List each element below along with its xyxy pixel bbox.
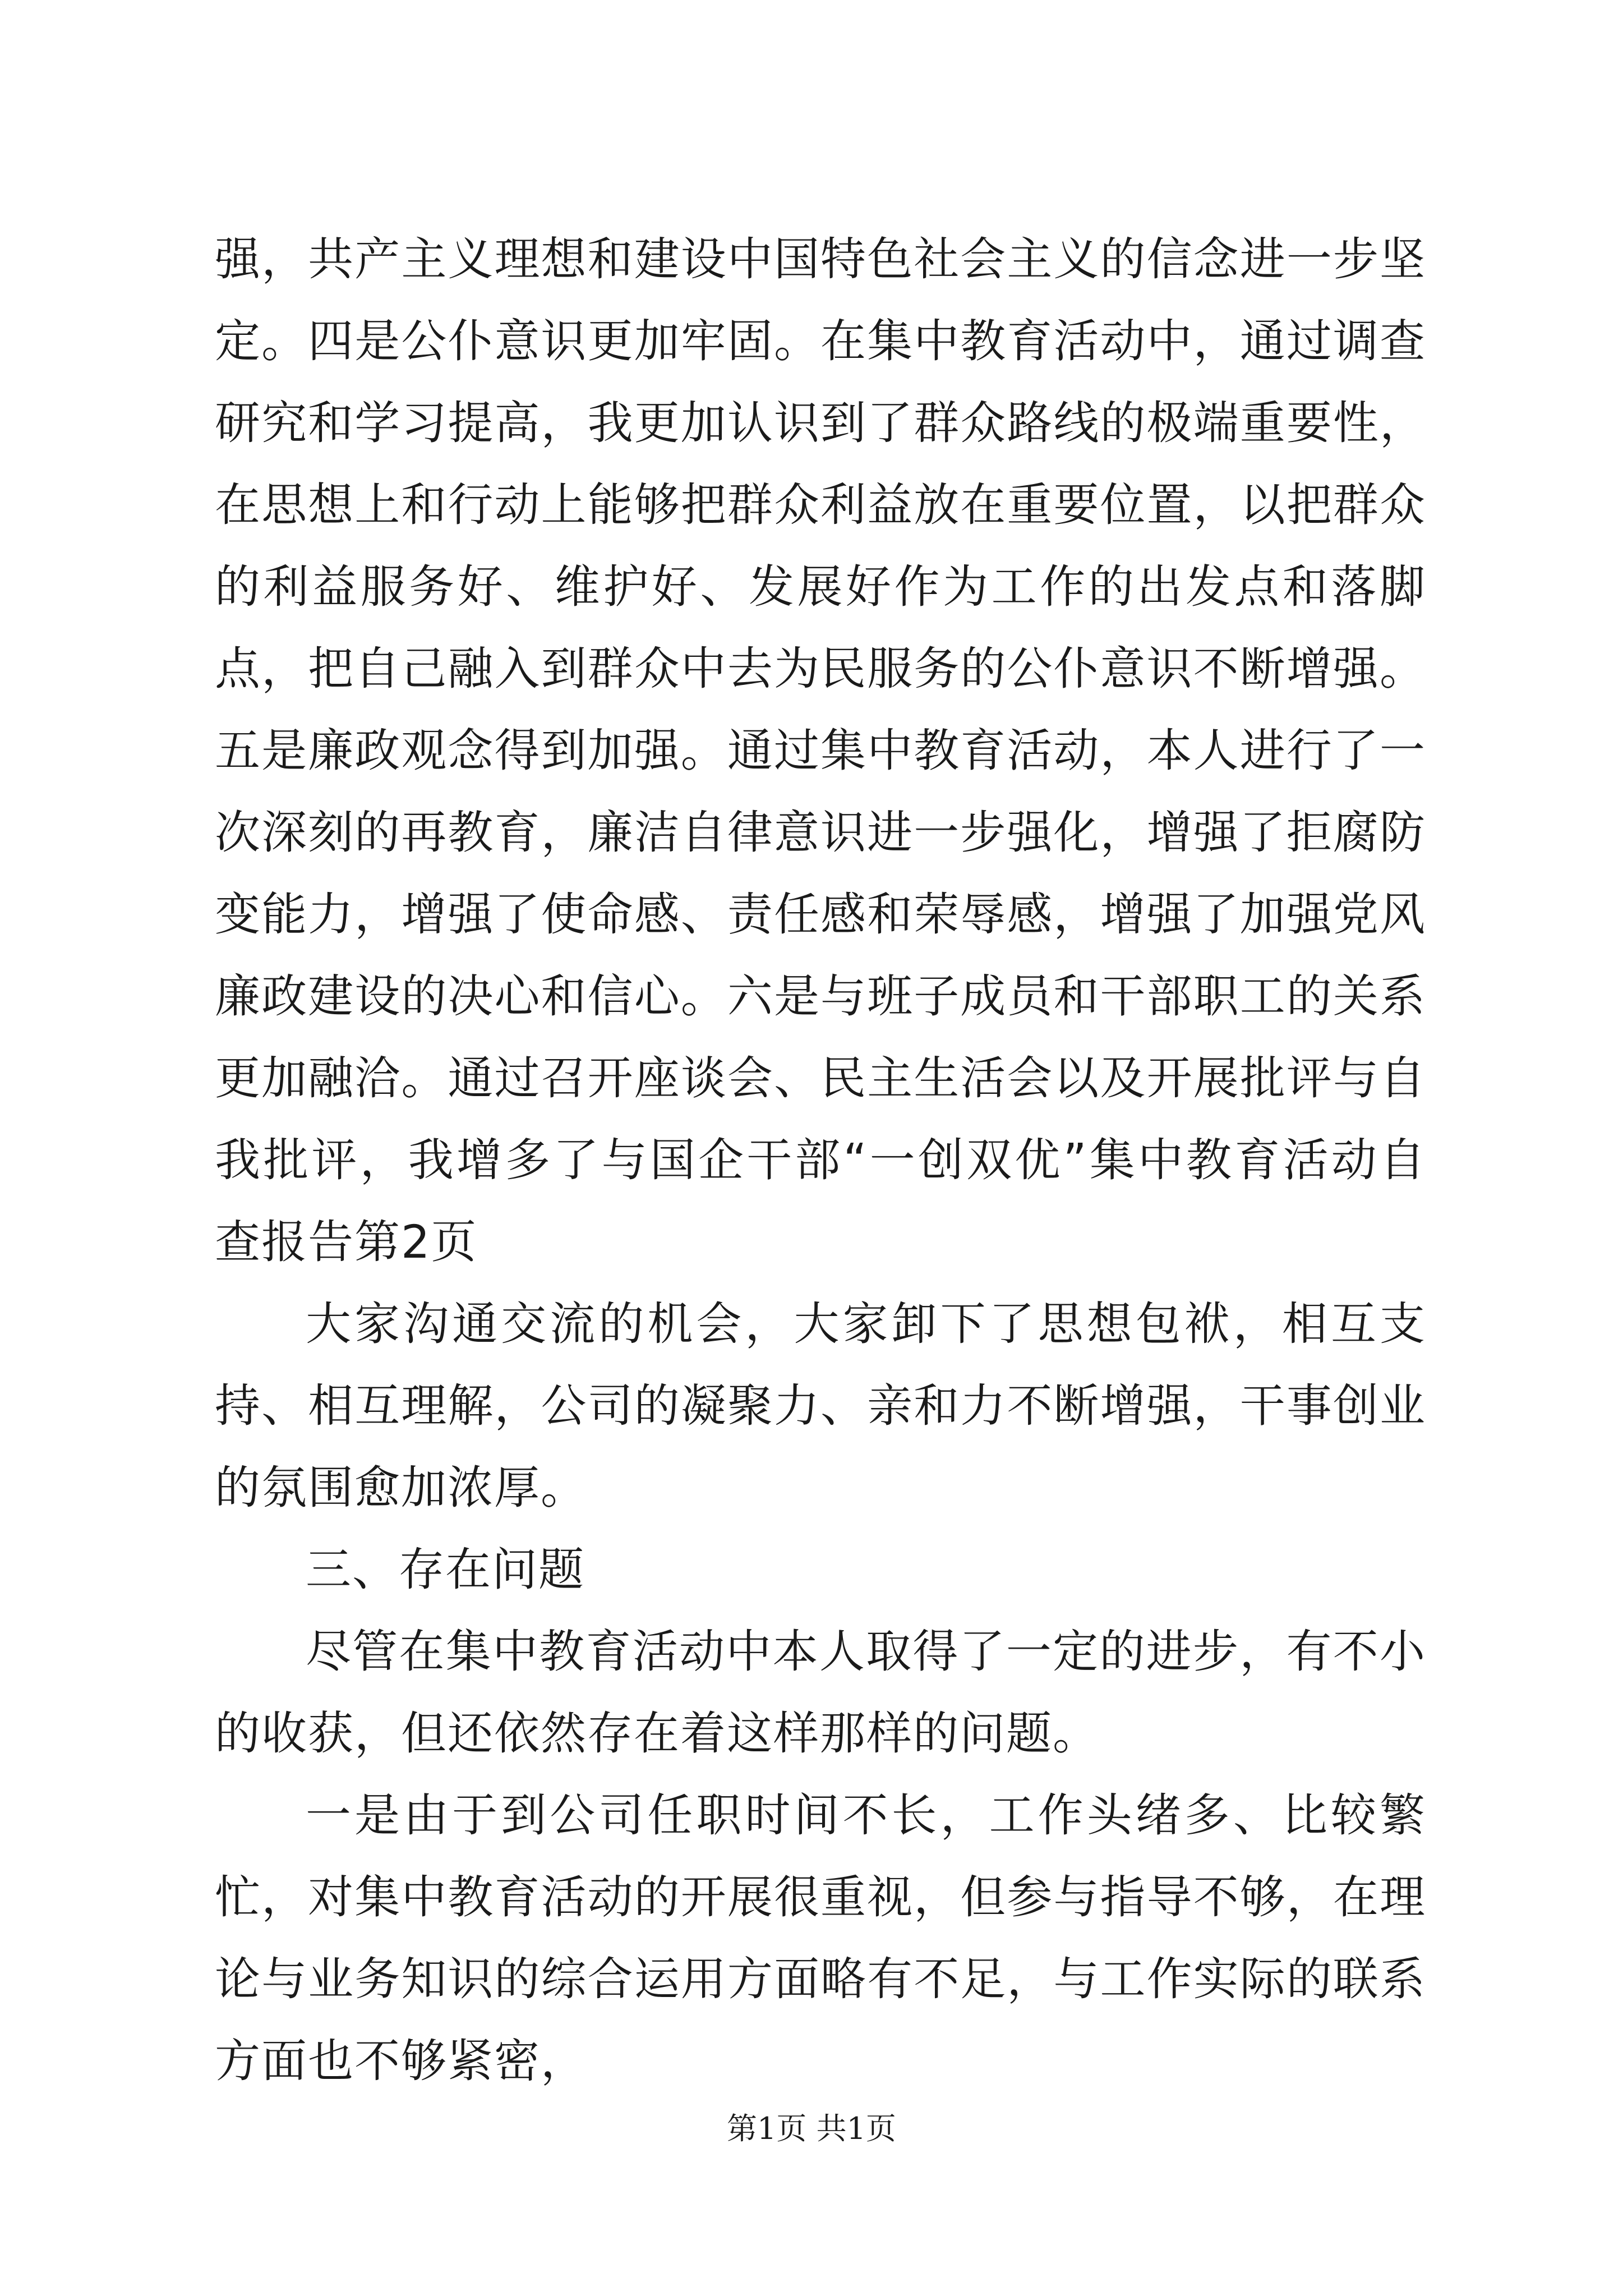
section-heading: 三、存在问题 bbox=[306, 1544, 585, 1596]
paragraph: 尽管在集中教育活动中本人取得了一定的进步，有不小的收获，但还依然存在着这样那样的问题。 bbox=[215, 1626, 1426, 1760]
document-body bbox=[215, 219, 1426, 2102]
page-footer: 第1页 共1页 bbox=[727, 2111, 896, 2146]
paragraph-continuation: 强，共产主义理想和建设中国特色社会主义的信念进一步坚定。四是公仆意识更加牢固。在集中教育活动中，通过调查研究和学习提高，我更加认识到了群众路线的极端重要性，在思想上和行动上能够把群众利益放在重要位置，以把群众的利益服务好、维护好、发展好作为工作的出发点和落脚点，把自己融入到群众中去为民服务的公仆意识不断增强。五是廉政观念得到加强。通过集中教育活动，本人进行了一次深刻的再教育，廉洁自律意识进一步强化，增强了拒腐防变能力，增强了使命感、责任感和荣辱感，增强了加强党风廉政建设的决心和信心。六是与班子成员和干部职工的关系更加融洽。通过召开座谈会、民主生活会以及开展批评与自我批评，我增多了与国企干部“一创双优”集中教育活动自查报告第2页 bbox=[215, 233, 1426, 1269]
paragraph: 大家沟通交流的机会，大家卸下了思想包袱，相互支持、相互理解，公司的凝聚力、亲和力不断增强，干事创业的氛围愈加浓厚。 bbox=[215, 1298, 1426, 1515]
paragraph: 一是由于到公司任职时间不长，工作头绪多、比较繁忙，对集中教育活动的开展很重视，但参与指导不够，在理论与业务知识的综合运用方面略有不足，与工作实际的联系方面也不够紧密， bbox=[215, 1789, 1426, 2088]
